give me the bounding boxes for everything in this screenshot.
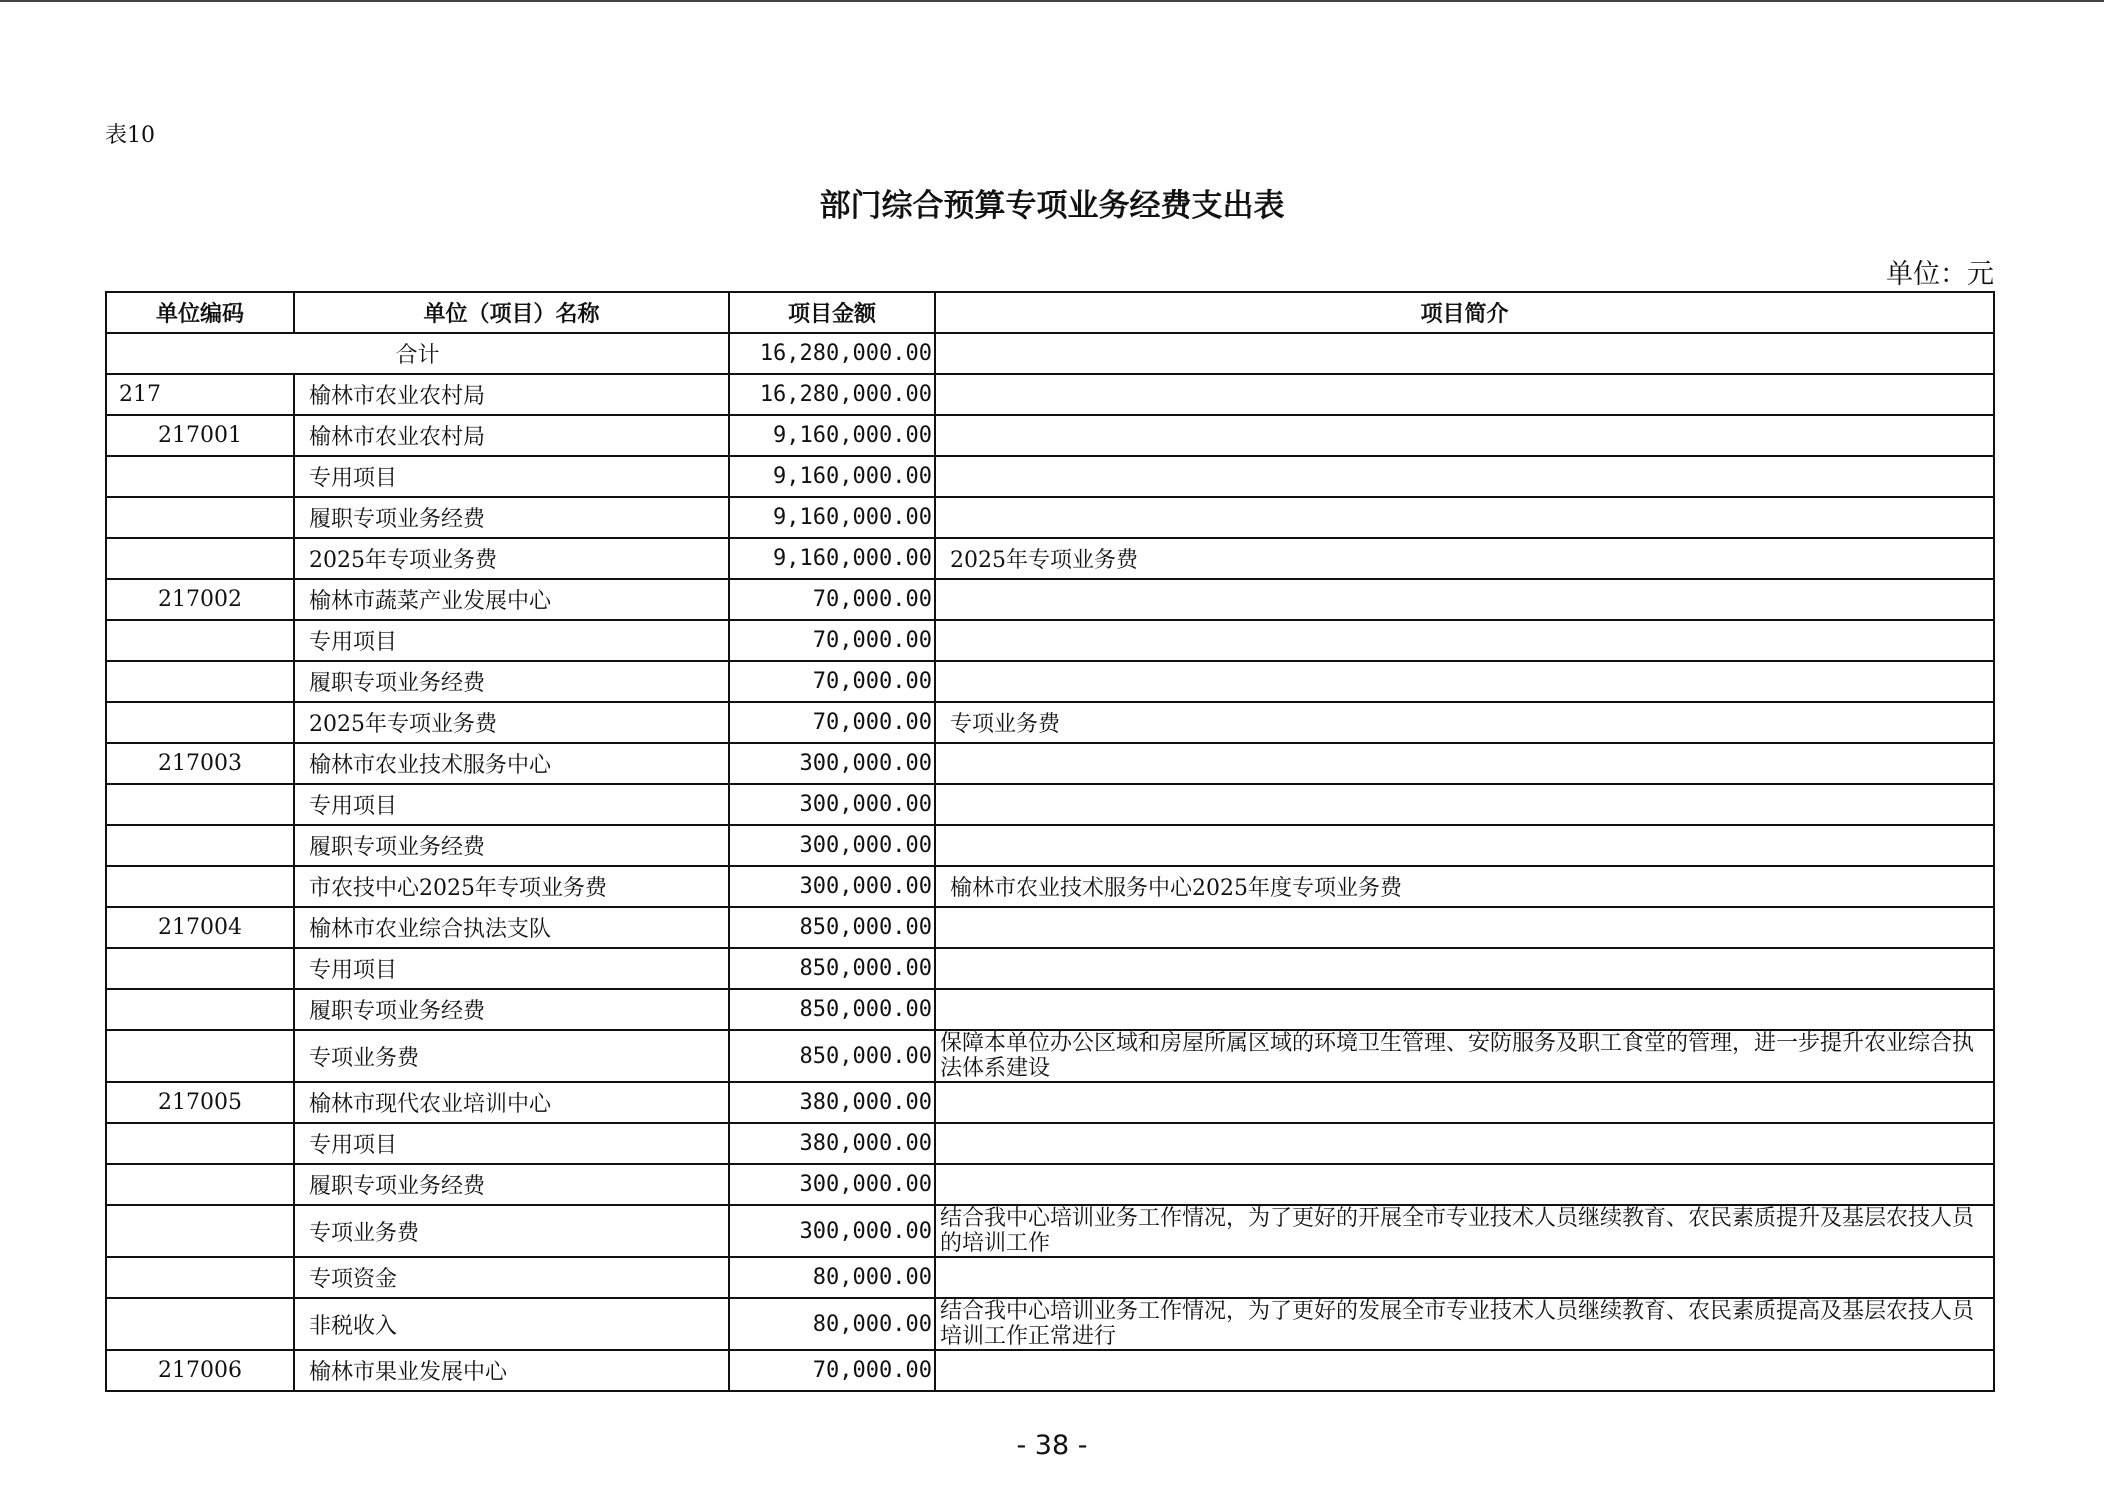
table-row — [106, 1298, 1994, 1350]
cell-code — [106, 1123, 294, 1164]
cell-name: 榆林市农业技术服务中心 — [294, 743, 729, 784]
header-amount: 项目金额 — [729, 292, 935, 333]
cell-desc — [935, 1082, 1994, 1123]
cell-amount: 850,000.00 — [729, 948, 935, 989]
cell-code: 217002 — [106, 579, 294, 620]
table-body — [106, 333, 1994, 1391]
cell-desc — [935, 1350, 1994, 1391]
cell-code — [106, 497, 294, 538]
cell-code — [106, 989, 294, 1030]
cell-code — [106, 702, 294, 743]
cell-desc — [935, 497, 1994, 538]
cell-name: 履职专项业务经费 — [294, 1164, 729, 1205]
cell-name: 榆林市果业发展中心 — [294, 1350, 729, 1391]
cell-code — [106, 620, 294, 661]
cell-desc — [935, 1257, 1994, 1298]
table-row — [106, 1257, 1994, 1298]
cell-name: 榆林市现代农业培训中心 — [294, 1082, 729, 1123]
budget-table — [105, 291, 1995, 1392]
cell-code — [106, 866, 294, 907]
cell-amount: 9,160,000.00 — [729, 497, 935, 538]
cell-desc — [935, 374, 1994, 415]
table-row — [106, 1082, 1994, 1123]
table-row — [106, 1123, 1994, 1164]
cell-code: 217006 — [106, 1350, 294, 1391]
cell-desc — [935, 989, 1994, 1030]
cell-code: 217004 — [106, 907, 294, 948]
cell-name: 履职专项业务经费 — [294, 825, 729, 866]
cell-amount: 300,000.00 — [729, 784, 935, 825]
cell-code: 217003 — [106, 743, 294, 784]
cell-desc — [935, 415, 1994, 456]
cell-desc: 榆林市农业技术服务中心2025年度专项业务费 — [935, 866, 1994, 907]
cell-name: 市农技中心2025年专项业务费 — [294, 866, 729, 907]
header-name: 单位（项目）名称 — [294, 292, 729, 333]
cell-name: 非税收入 — [294, 1298, 729, 1350]
cell-name: 2025年专项业务费 — [294, 702, 729, 743]
cell-amount: 9,160,000.00 — [729, 415, 935, 456]
cell-code — [106, 538, 294, 579]
total-desc — [935, 333, 1994, 374]
cell-amount: 300,000.00 — [729, 1205, 935, 1257]
cell-code — [106, 661, 294, 702]
cell-code — [106, 948, 294, 989]
total-amount: 16,280,000.00 — [729, 333, 935, 374]
cell-desc: 结合我中心培训业务工作情况，为了更好的发展全市专业技术人员继续教育、农民素质提高及基层农技人员培训工作正常进行 — [935, 1298, 1994, 1350]
table-row — [106, 374, 1994, 415]
cell-name: 履职专项业务经费 — [294, 497, 729, 538]
cell-amount: 80,000.00 — [729, 1298, 935, 1350]
table-row — [106, 661, 1994, 702]
total-label: 合计 — [106, 333, 729, 374]
page-number: - 38 - — [1016, 1430, 1088, 1461]
cell-desc: 2025年专项业务费 — [935, 538, 1994, 579]
cell-desc — [935, 825, 1994, 866]
table-row — [106, 989, 1994, 1030]
cell-amount: 380,000.00 — [729, 1123, 935, 1164]
cell-amount: 300,000.00 — [729, 743, 935, 784]
cell-name: 专项资金 — [294, 1257, 729, 1298]
table-row — [106, 1164, 1994, 1205]
cell-code — [106, 825, 294, 866]
cell-amount: 70,000.00 — [729, 620, 935, 661]
table-row — [106, 907, 1994, 948]
cell-amount: 850,000.00 — [729, 989, 935, 1030]
table-row — [106, 1205, 1994, 1257]
total-row — [106, 333, 1994, 374]
cell-name: 2025年专项业务费 — [294, 538, 729, 579]
cell-amount: 850,000.00 — [729, 907, 935, 948]
table-row — [106, 497, 1994, 538]
cell-desc: 专项业务费 — [935, 702, 1994, 743]
cell-amount: 300,000.00 — [729, 1164, 935, 1205]
table-row — [106, 579, 1994, 620]
table-row — [106, 1030, 1994, 1082]
cell-amount: 80,000.00 — [729, 1257, 935, 1298]
cell-name: 专用项目 — [294, 784, 729, 825]
cell-desc — [935, 1123, 1994, 1164]
cell-desc — [935, 579, 1994, 620]
cell-name: 榆林市蔬菜产业发展中心 — [294, 579, 729, 620]
cell-desc — [935, 784, 1994, 825]
cell-desc — [935, 456, 1994, 497]
cell-name: 专用项目 — [294, 620, 729, 661]
cell-amount: 380,000.00 — [729, 1082, 935, 1123]
cell-desc — [935, 620, 1994, 661]
cell-desc — [935, 661, 1994, 702]
cell-name: 专项业务费 — [294, 1030, 729, 1082]
cell-code — [106, 456, 294, 497]
cell-desc — [935, 1164, 1994, 1205]
cell-amount: 70,000.00 — [729, 1350, 935, 1391]
cell-amount: 850,000.00 — [729, 1030, 935, 1082]
cell-desc — [935, 948, 1994, 989]
table-row — [106, 825, 1994, 866]
table-row — [106, 866, 1994, 907]
cell-amount: 70,000.00 — [729, 702, 935, 743]
table-row — [106, 784, 1994, 825]
cell-code: 217 — [106, 374, 294, 415]
cell-code — [106, 1298, 294, 1350]
table-header-row — [106, 292, 1994, 333]
cell-name: 榆林市农业综合执法支队 — [294, 907, 729, 948]
cell-code — [106, 784, 294, 825]
table-row — [106, 620, 1994, 661]
table-row — [106, 415, 1994, 456]
cell-amount: 300,000.00 — [729, 866, 935, 907]
cell-amount: 300,000.00 — [729, 825, 935, 866]
cell-desc: 结合我中心培训业务工作情况，为了更好的开展全市专业技术人员继续教育、农民素质提升及基层农技人员的培训工作 — [935, 1205, 1994, 1257]
cell-name: 专用项目 — [294, 456, 729, 497]
cell-name: 专项业务费 — [294, 1205, 729, 1257]
cell-name: 专用项目 — [294, 1123, 729, 1164]
cell-code — [106, 1205, 294, 1257]
table-row — [106, 743, 1994, 784]
cell-name: 履职专项业务经费 — [294, 661, 729, 702]
cell-name: 榆林市农业农村局 — [294, 374, 729, 415]
table-row — [106, 538, 1994, 579]
cell-code — [106, 1257, 294, 1298]
top-border-line — [0, 0, 2104, 2]
cell-amount: 9,160,000.00 — [729, 538, 935, 579]
table-row — [106, 702, 1994, 743]
cell-name: 履职专项业务经费 — [294, 989, 729, 1030]
cell-code: 217005 — [106, 1082, 294, 1123]
table-row — [106, 948, 1994, 989]
cell-amount: 9,160,000.00 — [729, 456, 935, 497]
table-number: 表10 — [105, 123, 155, 148]
table-row — [106, 456, 1994, 497]
cell-amount: 70,000.00 — [729, 579, 935, 620]
header-code: 单位编码 — [106, 292, 294, 333]
cell-desc — [935, 907, 1994, 948]
cell-code: 217001 — [106, 415, 294, 456]
page-title: 部门综合预算专项业务经费支出表 — [819, 188, 1285, 224]
cell-name: 榆林市农业农村局 — [294, 415, 729, 456]
header-desc: 项目简介 — [935, 292, 1994, 333]
cell-desc: 保障本单位办公区域和房屋所属区域的环境卫生管理、安防服务及职工食堂的管理，进一步提升农业综合执法体系建设 — [935, 1030, 1994, 1082]
cell-amount: 16,280,000.00 — [729, 374, 935, 415]
cell-amount: 70,000.00 — [729, 661, 935, 702]
cell-code — [106, 1030, 294, 1082]
table-row — [106, 1350, 1994, 1391]
cell-desc — [935, 743, 1994, 784]
unit-label: 单位：元 — [1886, 259, 1994, 290]
cell-code — [106, 1164, 294, 1205]
cell-name: 专用项目 — [294, 948, 729, 989]
